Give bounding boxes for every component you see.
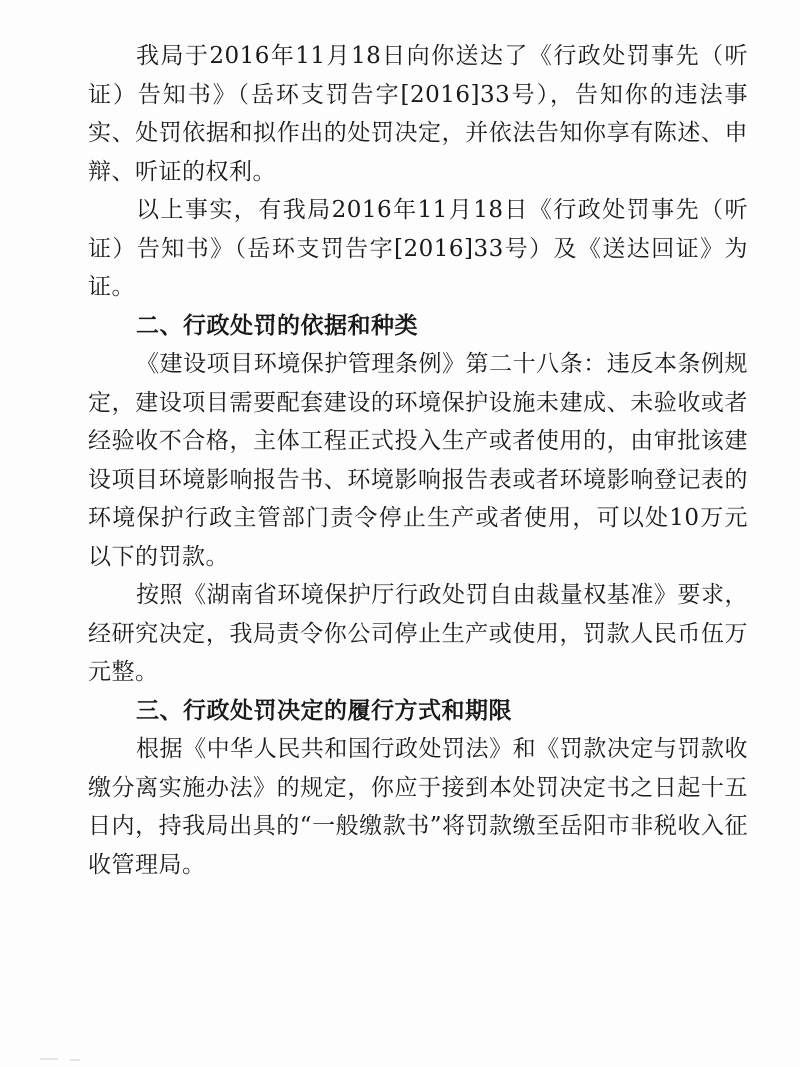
paragraph-payment: 根据《中华人民共和国行政处罚法》和《罚款决定与罚款收缴分离实施办法》的规定，你应于接到本处罚决定书之日起十五日内，持我局出具的“一般缴款书”将罚款缴至岳阳市非税收入征收管理局。 — [88, 736, 748, 878]
scan-artifact — [70, 1059, 80, 1061]
scan-artifact — [40, 1058, 58, 1060]
paragraph-decision: 按照《湖南省环境保护厅行政处罚自由裁量权基准》要求，经研究决定，我局责令你公司停止生产或使用，罚款人民币伍万元整。 — [88, 582, 748, 685]
section-heading-basis: 二、行政处罚的依据和种类 — [136, 312, 418, 339]
document-body — [88, 37, 748, 884]
paragraph-notice-served: 我局于2016年11月18日向你送达了《行政处罚事先（听证）告知书》（岳环支罚告字[2016]33号），告知你的违法事实、处罚依据和拟作出的处罚决定，并依法告知你享有陈述、申辩、听证的权利。 — [88, 43, 748, 185]
paragraph-evidence: 以上事实，有我局2016年11月18日《行政处罚事先（听证）告知书》（岳环支罚告字[2016]33号）及《送达回证》为证。 — [88, 197, 748, 300]
paragraph-regulation: 《建设项目环境保护管理条例》第二十八条：违反本条例规定，建设项目需要配套建设的环境保护设施未建成、未验收或者经验收不合格，主体工程正式投入生产或者使用的，由审批该建设项目环境影响报告书、环境影响报告表或者环境影响登记表的环境保护行政主管部门责令停止生产或者使用，可以处10万元以下的罚款。 — [88, 351, 748, 570]
section-heading-fulfillment: 三、行政处罚决定的履行方式和期限 — [136, 697, 512, 724]
